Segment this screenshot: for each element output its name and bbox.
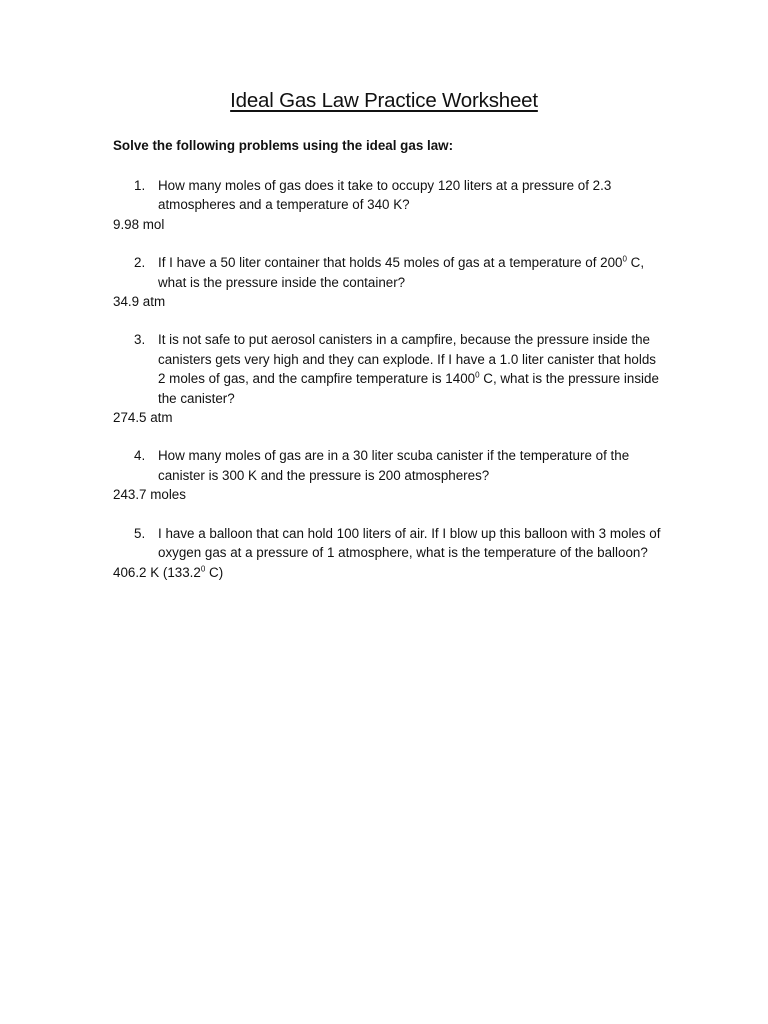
question-text: It is not safe to put aerosol canisters in a campfire, because the pressure inside the canisters gets very high and they can explode. If I have a 1.0 liter canister that holds 2 moles of gas, and the campfire temperature is 1400 xyxy=(158,332,656,387)
problem-question xyxy=(113,176,663,215)
problem-answer xyxy=(113,563,663,582)
degree-mark: 0 xyxy=(200,564,206,574)
problem-item xyxy=(113,446,663,504)
degree-mark: 0 xyxy=(475,370,480,380)
problem-list xyxy=(113,176,663,601)
problem-question xyxy=(113,253,663,292)
problem-item xyxy=(113,524,663,582)
page-title: Ideal Gas Law Practice Worksheet xyxy=(230,89,538,112)
problem-number: 3. xyxy=(134,332,146,348)
answer-text-cont: C) xyxy=(205,564,224,580)
problem-answer: 9.98 mol xyxy=(113,216,165,232)
problem-answer: 274.5 atm xyxy=(113,410,173,426)
problem-question xyxy=(113,446,663,485)
answer-text: 406.2 K (133.2 xyxy=(113,564,201,580)
problem-answer: 243.7 moles xyxy=(113,487,186,503)
problem-item xyxy=(113,253,663,311)
problem-item xyxy=(113,330,663,427)
question-text: If I have a 50 liter container that holds 45 moles of gas at a temperature of 200 xyxy=(158,255,623,271)
question-text-cont: C, what is the pressure inside the container? xyxy=(158,255,645,290)
question-text-cont: C, what is the pressure inside the canister? xyxy=(158,371,659,406)
instructions-text: Solve the following problems using the ideal gas law: xyxy=(113,138,454,153)
question-text: I have a balloon that can hold 100 liters of air. If I blow up this balloon with 3 moles of oxygen gas at a pressure of 1 atmosphere, what is the temperature of the balloon? xyxy=(158,525,661,561)
question-text: How many moles of gas are in a 30 liter scuba canister if the temperature of the canister is 300 K and the pressure is 200 atmospheres? xyxy=(158,448,630,483)
problem-number: 1. xyxy=(134,178,146,193)
problem-number: 2. xyxy=(134,255,146,271)
degree-mark: 0 xyxy=(622,254,627,264)
problem-item xyxy=(113,176,663,234)
problem-question xyxy=(113,330,663,408)
problem-number: 5. xyxy=(134,525,146,541)
problem-question xyxy=(113,524,663,563)
problem-number: 4. xyxy=(134,448,146,464)
question-text: How many moles of gas does it take to occupy 120 liters at a pressure of 2.3 atmospheres and a temperature of 340 K? xyxy=(158,178,612,213)
problem-answer: 34.9 atm xyxy=(113,294,166,310)
